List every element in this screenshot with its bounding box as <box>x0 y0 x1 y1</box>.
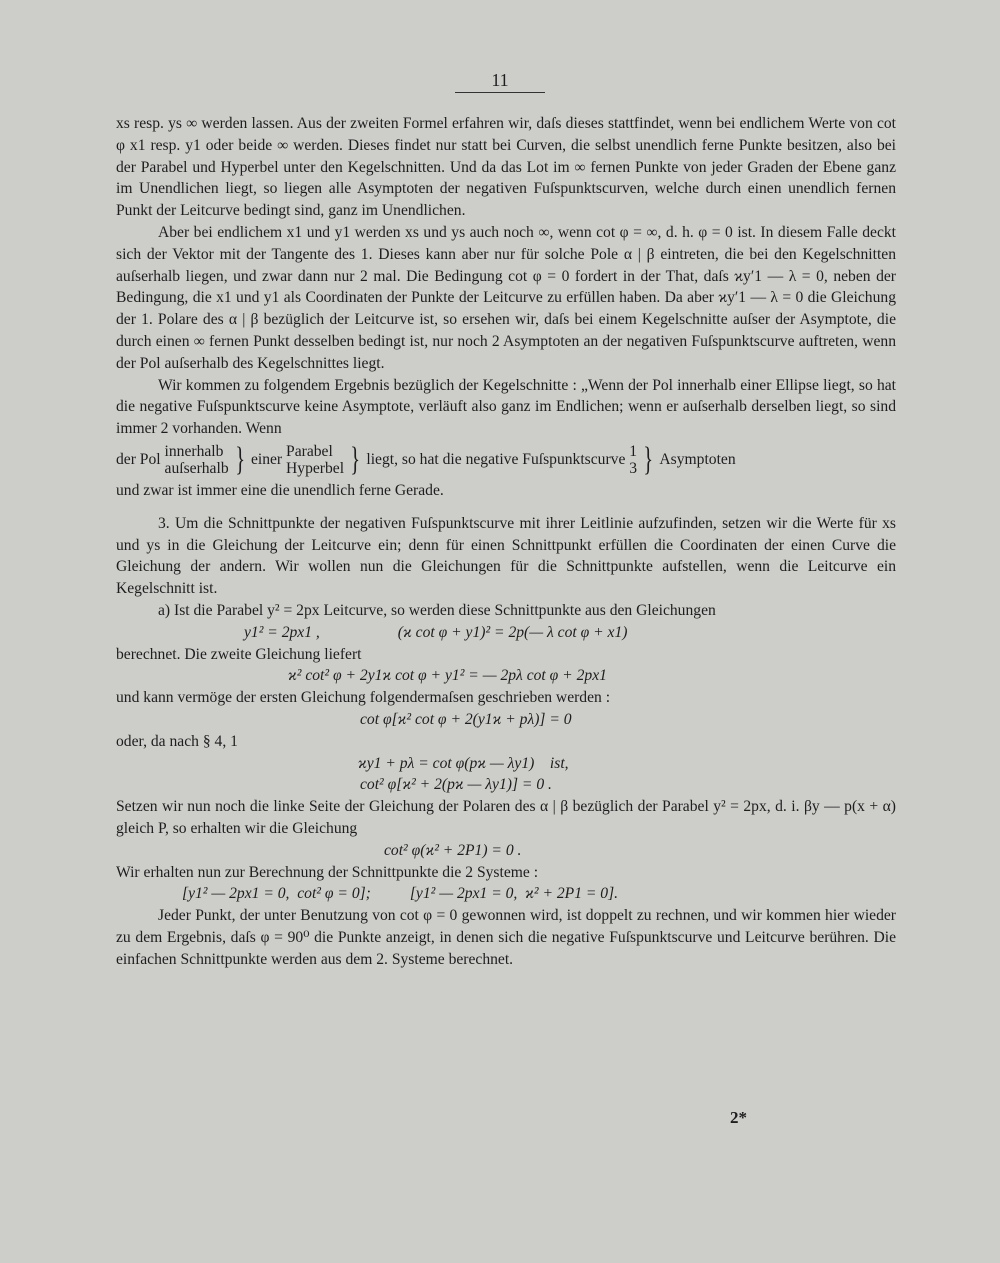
stack-top: Parabel <box>286 442 333 460</box>
stack-bottom: auſserhalb <box>164 459 229 477</box>
equation-6: cot² φ(ϰ² + 2P1) = 0 . <box>384 841 522 859</box>
paragraph-7: und kann vermöge der ersten Gleichung folgendermaſsen geschrieben werden : <box>116 689 611 707</box>
header-rule <box>455 92 545 93</box>
row-text-d: Asymptoten <box>659 451 736 469</box>
paragraph-3: Wir kommen zu folgendem Ergebnis bezüglich der Kegelschnitte : „Wenn der Pol innerhalb einer Ellipse liegt, so hat die negative Fuſspunktscurve keine Asymptote, verläuft also ganz im Endlichen; wenn er auſserhalb derselben liegt, so sind immer 2 vorhanden. Wenn <box>116 376 896 438</box>
right-brace: } <box>234 440 245 478</box>
paragraph-8: oder, da nach § 4, 1 <box>116 732 238 750</box>
row-text-c: liegt, so hat die negative Fuſspunktscurve <box>366 451 626 469</box>
section-gap <box>116 502 896 513</box>
stack-count <box>629 443 637 477</box>
right-brace: } <box>350 440 361 478</box>
equation-5: cot² φ[ϰ² + 2(pϰ — λy1)] = 0 . <box>360 776 552 794</box>
page-number: 11 <box>491 70 509 90</box>
paragraph-6: berechnet. Die zweite Gleichung liefert <box>116 645 362 663</box>
paragraph-5: a) Ist die Parabel y² = 2px Leitcurve, so werden diese Schnittpunkte aus den Gleichungen <box>158 601 716 619</box>
signature-mark: 2* <box>730 1108 747 1127</box>
stack-top: 1 <box>629 442 638 460</box>
equation-4: ϰy1 + pλ = cot φ(pϰ — λy1) ist, <box>358 754 569 772</box>
paragraph-3-end: und zwar ist immer eine die unendlich ferne Gerade. <box>116 481 444 499</box>
stack-top: innerhalb <box>164 442 224 460</box>
stack-position <box>165 443 229 477</box>
stack-curve <box>286 443 344 477</box>
equation-7: [y1² — 2px1 = 0, cot² φ = 0]; [y1² — 2px1 = 0, ϰ² + 2P1 = 0]. <box>182 885 619 903</box>
stack-bottom: Hyperbel <box>286 459 345 477</box>
paragraph-1: xs resp. ys ∞ werden lassen. Aus der zweiten Formel erfahren wir, daſs dieses stattfindet, wenn bei endlichem Werte von cot φ x1 resp. y1 oder beide ∞ werden. Dieses findet nur statt bei Curven, die selbst unendlich ferne Punkte besitzen, also bei der Parabel und Hyperbel unter den Kegelschnitten. Und da das Lot im ∞ fernen Punkte von jeder Graden der Ebene ganz im Unendlichen liegt, so liegen alle Asymptoten der negativen Fuſspunktscurven, welche durch einen unendlich fernen Punkt der Leitcurve bedingt sind, ganz im Unendlichen. <box>116 115 896 220</box>
right-brace: } <box>643 440 654 478</box>
equation-2: ϰ² cot² φ + 2y1ϰ cot φ + y1² = — 2pλ cot φ + 2px1 <box>288 667 607 685</box>
row-text-b: einer <box>250 451 283 469</box>
row-text-a: der Pol <box>116 451 161 469</box>
equation-3: cot φ[ϰ² cot φ + 2(y1ϰ + pλ)] = 0 <box>360 710 572 728</box>
paragraph-2: Aber bei endlichem x1 und y1 werden xs und ys auch noch ∞, wenn cot φ = ∞, d. h. φ = 0 ist. In diesem Falle deckt sich der Vektor mit der Tangente des 1. Dieses kann aber nur für solche Pole α | β eintreten, die bei den Kegelschnitten auſserhalb liegen, und zwar dann nur 2 mal. Die Bedingung cot φ = 0 fordert in der That, daſs ϰy′1 — λ = 0, neben der Bedingung, die x1 und y1 als Coordinaten der Punkte der Leitcurve zu erfüllen haben. Da aber ϰy′1 — λ = 0 die Gleichung der 1. Polare des α | β bezüglich der Leitcurve ist, so ersehen wir, daſs bei einem Kegelschnitte auſser der Asymptote, die durch einen ∞ fernen Punkt desselben bedingt ist, nur noch 2 Asymptoten an der negativen Fuſspunktscurve auftreten, wenn der Pol auſserhalb des Kegelschnittes liegt. <box>116 223 896 372</box>
body-text <box>116 113 896 970</box>
paragraph-4: 3. Um die Schnittpunkte der negativen Fuſspunktscurve mit ihrer Leitlinie aufzufinden, setzen wir die Werte für xs und ys in die Gleichung der Leitcurve ein; denn für einen Schnittpunkt erfüllen die Coordinaten der einen Curve die Gleichung der andern. Wir wollen nun die Gleichungen für die Schnittpunkte aufstellen, wenn die Leitcurve ein Kegelschnitt ist. <box>116 514 896 598</box>
paragraph-10: Wir erhalten nun zur Berechnung der Schnittpunkte die 2 Systeme : <box>116 863 539 881</box>
paragraph-9: Setzen wir nun noch die linke Seite der Gleichung der Polaren des α | β bezüglich der Parabel y² = 2px, d. i. βy — p(x + α) gleich P, so erhalten wir die Gleichung <box>116 798 896 837</box>
paragraph-11: Jeder Punkt, der unter Benutzung von cot φ = 0 gewonnen wird, ist doppelt zu rechnen, und wir kommen hier wieder zu dem Ergebnis, daſs φ = 90⁰ die Punkte anzeigt, in denen sich die negative Fuſspunktscurve und Leitcurve berühren. Die einfachen Schnittpunkte werden aus dem 2. Systeme berechnet. <box>116 907 896 968</box>
case-distinction-row <box>116 440 896 480</box>
equation-1: y1² = 2px1 , (ϰ cot φ + y1)² = 2p(— λ cot φ + x1) <box>244 623 628 641</box>
stack-bottom: 3 <box>629 459 638 477</box>
